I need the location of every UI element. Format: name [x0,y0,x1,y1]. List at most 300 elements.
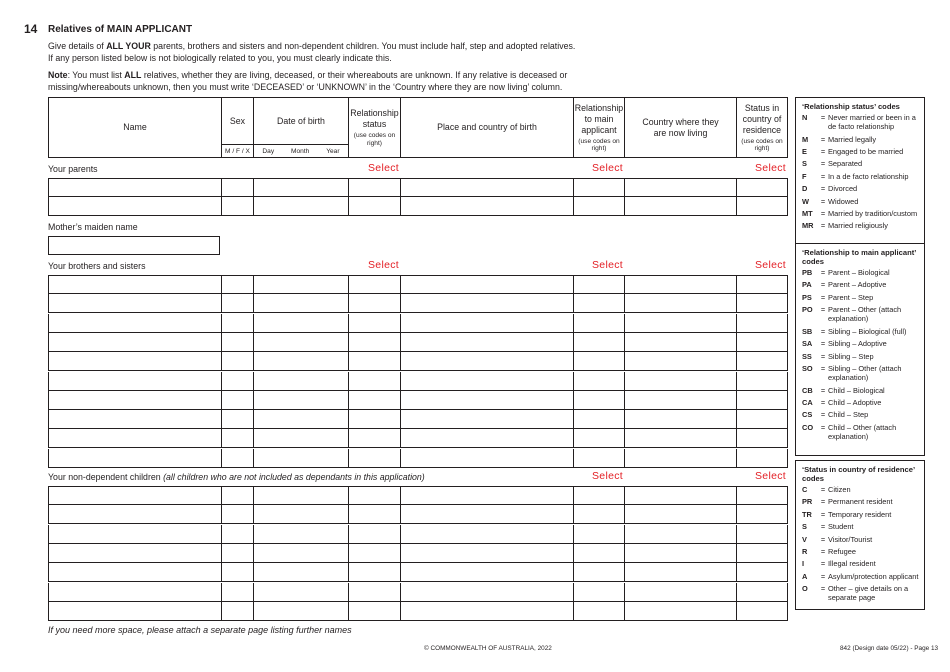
siblings-name-cell[interactable] [48,372,221,391]
legend-equals: = [820,397,826,407]
siblings-residence-status-cell[interactable] [736,352,788,371]
children-residence-status-cell[interactable] [736,544,788,563]
parents-relationship-status-cell[interactable] [348,178,400,197]
siblings-relationship-status-cell[interactable] [348,352,400,371]
select-siblings-relationship-main[interactable]: Select [592,259,623,271]
legend-code: S [802,159,807,169]
siblings-place-of-birth-cell[interactable] [400,410,573,429]
legend-description: Child – Step [828,410,869,420]
legend-code: CO [802,422,814,432]
legend-equals: = [820,559,826,569]
legend-equals: = [820,485,826,494]
children-dob-cell[interactable] [253,563,348,582]
siblings-sex-cell[interactable] [221,333,253,352]
legend-code: S [802,522,807,532]
legend-description: Student [828,522,854,532]
siblings-country-living-cell[interactable] [624,314,736,333]
siblings-dob-cell[interactable] [253,352,348,371]
siblings-dob-cell[interactable] [253,429,348,448]
table-row [48,486,788,505]
legend-code-row [802,113,920,131]
legend-code: N [802,113,808,122]
legend-equals: = [820,497,826,507]
siblings-relationship-status-cell[interactable] [348,449,400,468]
legend-relationship-status [795,97,925,244]
children-sex-cell[interactable] [221,525,253,544]
table-row [48,525,788,544]
legend-description: Widowed [828,196,859,206]
siblings-residence-status-cell[interactable] [736,333,788,352]
children-sex-cell[interactable] [221,486,253,505]
legend-code: E [802,146,807,156]
question-number: 14 [24,22,38,36]
children-place-of-birth-cell[interactable] [400,544,573,563]
legend-code: MR [802,221,814,231]
select-children-relationship-main[interactable]: Select [592,470,623,482]
legend-code-row [802,280,920,289]
children-dob-cell[interactable] [253,505,348,524]
legend-code: SA [802,339,813,349]
children-sex-cell[interactable] [221,563,253,582]
legend-description: In a de facto relationship [828,171,909,181]
legend-relationship-main-title: ‘Relationship to main applicant’ codes [802,248,916,266]
legend-description: Child – Other (attach explanation) [828,422,897,441]
children-country-living-cell[interactable] [624,583,736,602]
siblings-relationship-status-cell[interactable] [348,410,400,429]
children-name-cell[interactable] [48,602,221,621]
siblings-country-living-cell[interactable] [624,410,736,429]
children-relationship-status-cell[interactable] [348,602,400,621]
children-country-living-cell[interactable] [624,563,736,582]
siblings-relationship-main-cell[interactable] [573,294,624,313]
header-name: Name [48,97,222,158]
header-dob-sub [253,144,349,158]
siblings-relationship-status-cell[interactable] [348,333,400,352]
legend-description: Asylum/protection applicant [828,571,919,581]
children-place-of-birth-cell[interactable] [400,563,573,582]
legend-relationship-status-title: ‘Relationship status’ codes [802,102,900,111]
siblings-relationship-status-cell[interactable] [348,275,400,294]
legend-equals: = [820,410,826,420]
children-name-cell[interactable] [48,544,221,563]
children-relationship-status-cell[interactable] [348,486,400,505]
children-name-cell[interactable] [48,505,221,524]
legend-code-row [802,159,920,168]
copyright: © COMMONWEALTH OF AUSTRALIA, 2022 [424,645,552,652]
parents-dob-cell[interactable] [253,178,348,197]
siblings-name-cell[interactable] [48,449,221,468]
parents-dob-cell[interactable] [253,197,348,216]
children-place-of-birth-cell[interactable] [400,525,573,544]
legend-equals: = [820,113,826,122]
children-place-of-birth-cell[interactable] [400,505,573,524]
siblings-name-cell[interactable] [48,352,221,371]
legend-code-row [802,352,920,361]
legend-equals: = [820,522,826,532]
legend-code: D [802,184,808,194]
children-name-cell[interactable] [48,583,221,602]
table-row [48,333,788,352]
legend-description: Sibling – Other (attach explanation) [828,363,902,383]
select-parents-relationship-main[interactable]: Select [592,162,623,174]
header-dob-year: Year [326,147,340,155]
children-residence-status-cell[interactable] [736,583,788,602]
siblings-relationship-main-cell[interactable] [573,314,624,333]
children-country-living-cell[interactable] [624,602,736,621]
legend-description: Engaged to be married [828,146,904,156]
parents-relationship-status-cell[interactable] [348,197,400,216]
siblings-residence-status-cell[interactable] [736,275,788,294]
legend-description: Visitor/Tourist [828,534,873,544]
legend-code-row [802,293,920,302]
siblings-dob-cell[interactable] [253,372,348,391]
header-relationship-main: Relationship to main applicant (use codes on right) [573,97,625,158]
children-relationship-status-cell[interactable] [348,583,400,602]
legend-description: Permanent resident [828,497,893,507]
siblings-sex-cell[interactable] [221,410,253,429]
legend-code-row [802,364,920,382]
legend-code-row [802,423,920,441]
siblings-name-cell[interactable] [48,314,221,333]
siblings-sex-cell[interactable] [221,429,253,448]
children-place-of-birth-cell[interactable] [400,583,573,602]
legend-equals: = [820,571,826,581]
note-line-2: missing/whereabouts unknown, then you must write ‘DECEASED’ or ‘UNKNOWN’ in the ‘Country where they are now living’ column. [48,82,563,92]
legend-description: Other – give details on a separate page [828,584,909,603]
parents-country-living-cell[interactable] [624,178,736,197]
siblings-sex-cell[interactable] [221,275,253,294]
mothers-maiden-name-field[interactable] [48,236,220,255]
siblings-relationship-status-cell[interactable] [348,372,400,391]
siblings-residence-status-cell[interactable] [736,314,788,333]
parents-country-living-cell[interactable] [624,197,736,216]
children-residence-status-cell[interactable] [736,505,788,524]
parents-place-of-birth-cell[interactable] [400,178,573,197]
parents-sex-cell[interactable] [221,178,253,197]
children-relationship-main-cell[interactable] [573,602,624,621]
children-sex-cell[interactable] [221,602,253,621]
legend-code: CB [802,385,813,395]
table-row [48,449,788,468]
legend-equals: = [820,208,826,218]
siblings-relationship-main-cell[interactable] [573,275,624,294]
children-country-living-cell[interactable] [624,486,736,505]
legend-description: Parent – Biological [828,268,890,277]
siblings-country-living-cell[interactable] [624,333,736,352]
legend-description: Separated [828,159,863,169]
siblings-relationship-status-cell[interactable] [348,429,400,448]
siblings-residence-status-cell[interactable] [736,372,788,391]
legend-equals: = [820,134,826,144]
siblings-place-of-birth-cell[interactable] [400,352,573,371]
parents-residence-status-cell[interactable] [736,178,788,197]
legend-equals: = [820,196,826,206]
children-dob-cell[interactable] [253,544,348,563]
siblings-residence-status-cell[interactable] [736,429,788,448]
siblings-relationship-main-cell[interactable] [573,410,624,429]
more-space-note: If you need more space, please attach a separate page listing further names [48,625,352,635]
legend-description: Sibling – Adoptive [828,339,887,349]
siblings-residence-status-cell[interactable] [736,391,788,410]
children-sex-cell[interactable] [221,505,253,524]
siblings-place-of-birth-cell[interactable] [400,429,573,448]
legend-equals: = [820,351,826,361]
siblings-place-of-birth-cell[interactable] [400,314,573,333]
legend-description: Parent – Adoptive [828,280,887,290]
siblings-sex-cell[interactable] [221,352,253,371]
table-row [48,178,788,197]
mothers-maiden-name-label: Mother’s maiden name [48,222,138,232]
legend-code-row [802,147,920,156]
siblings-residence-status-cell[interactable] [736,410,788,429]
legend-code: R [802,546,808,556]
table-row [48,602,788,621]
legend-code: PS [802,292,812,302]
siblings-relationship-status-cell[interactable] [348,314,400,333]
legend-code: M [802,134,809,144]
siblings-name-cell[interactable] [48,429,221,448]
siblings-sex-cell[interactable] [221,372,253,391]
header-sex-sub: M / F / X [221,144,254,158]
legend-code-row [802,268,920,277]
legend-description: Child – Biological [828,385,885,395]
children-sex-cell[interactable] [221,583,253,602]
legend-code: W [802,196,809,206]
children-name-cell[interactable] [48,486,221,505]
siblings-residence-status-cell[interactable] [736,449,788,468]
parents-relationship-main-cell[interactable] [573,178,624,197]
siblings-country-living-cell[interactable] [624,449,736,468]
siblings-name-cell[interactable] [48,333,221,352]
children-relationship-status-cell[interactable] [348,505,400,524]
children-country-living-cell[interactable] [624,505,736,524]
parents-name-cell[interactable] [48,178,221,197]
siblings-dob-cell[interactable] [253,391,348,410]
siblings-dob-cell[interactable] [253,314,348,333]
legend-code: V [802,534,807,544]
siblings-relationship-main-cell[interactable] [573,372,624,391]
siblings-dob-cell[interactable] [253,449,348,468]
header-country-living: Country where they are now living [624,97,737,158]
select-children-residence-status[interactable]: Select [755,470,786,482]
children-relationship-main-cell[interactable] [573,505,624,524]
select-parents-residence-status[interactable]: Select [755,162,786,174]
children-country-living-cell[interactable] [624,544,736,563]
children-residence-status-cell[interactable] [736,486,788,505]
table-row [48,372,788,391]
parents-place-of-birth-cell[interactable] [400,197,573,216]
children-place-of-birth-cell[interactable] [400,486,573,505]
siblings-residence-status-cell[interactable] [736,294,788,313]
siblings-name-cell[interactable] [48,275,221,294]
table-row [48,505,788,524]
siblings-country-living-cell[interactable] [624,372,736,391]
legend-code: PR [802,497,813,507]
siblings-relationship-main-cell[interactable] [573,391,624,410]
siblings-place-of-birth-cell[interactable] [400,391,573,410]
parents-residence-status-cell[interactable] [736,197,788,216]
parents-name-cell[interactable] [48,197,221,216]
siblings-country-living-cell[interactable] [624,391,736,410]
table-row [48,391,788,410]
children-country-living-cell[interactable] [624,525,736,544]
legend-description: Married religiously [828,221,888,231]
legend-code: TR [802,509,812,519]
siblings-name-cell[interactable] [48,410,221,429]
children-name-cell[interactable] [48,563,221,582]
children-dob-cell[interactable] [253,602,348,621]
children-relationship-main-cell[interactable] [573,563,624,582]
legend-code: CS [802,410,813,420]
legend-residence-status [795,460,925,610]
legend-code: SB [802,326,813,336]
siblings-relationship-status-cell[interactable] [348,391,400,410]
legend-code-row [802,559,920,568]
legend-equals: = [820,509,826,519]
siblings-dob-cell[interactable] [253,275,348,294]
legend-description: Child – Adoptive [828,397,882,407]
legend-code-row [802,305,920,323]
legend-equals: = [820,146,826,156]
select-parents-relationship-status[interactable]: Select [368,162,399,174]
legend-code: O [802,584,808,594]
legend-code-row [802,535,920,544]
siblings-name-cell[interactable] [48,294,221,313]
legend-code-row [802,221,920,230]
legend-code-row [802,327,920,336]
children-relationship-status-cell[interactable] [348,563,400,582]
legend-code-row [802,135,920,144]
siblings-dob-cell[interactable] [253,333,348,352]
table-row [48,583,788,602]
legend-code: C [802,485,808,494]
siblings-sex-cell[interactable] [221,314,253,333]
table-row [48,197,788,216]
children-dob-cell[interactable] [253,486,348,505]
siblings-name-cell[interactable] [48,391,221,410]
legend-code-row [802,386,920,395]
legend-equals: = [820,422,826,432]
siblings-sex-cell[interactable] [221,294,253,313]
children-sex-cell[interactable] [221,544,253,563]
header-sex: Sex [221,97,254,145]
parents-relationship-main-cell[interactable] [573,197,624,216]
header-relationship-status: Relationship status (use codes on right) [348,97,401,158]
children-residence-status-cell[interactable] [736,525,788,544]
children-relationship-main-cell[interactable] [573,544,624,563]
legend-code-row [802,184,920,193]
siblings-relationship-status-cell[interactable] [348,294,400,313]
siblings-place-of-birth-cell[interactable] [400,333,573,352]
siblings-country-living-cell[interactable] [624,275,736,294]
legend-equals: = [820,159,826,169]
legend-description: Married by tradition/custom [828,208,918,218]
children-relationship-status-cell[interactable] [348,525,400,544]
legend-description: Parent – Other (attach explanation) [828,305,902,324]
header-place-of-birth: Place and country of birth [400,97,574,158]
legend-equals: = [820,339,826,349]
siblings-relationship-main-cell[interactable] [573,449,624,468]
children-name-cell[interactable] [48,525,221,544]
children-relationship-main-cell[interactable] [573,525,624,544]
siblings-relationship-main-cell[interactable] [573,333,624,352]
legend-code-row [802,410,920,419]
siblings-sex-cell[interactable] [221,449,253,468]
legend-code: I [802,559,805,569]
legend-description: Never married or been in a de facto relationship [828,113,916,132]
legend-code-row [802,572,920,581]
legend-equals: = [820,292,826,302]
children-relationship-main-cell[interactable] [573,583,624,602]
section-siblings-label: Your brothers and sisters [48,261,146,271]
legend-description: Citizen [828,485,851,494]
header-residence-status: Status in country of residence (use codes on right) [736,97,788,158]
legend-code: PB [802,268,813,277]
siblings-country-living-cell[interactable] [624,429,736,448]
siblings-relationship-main-cell[interactable] [573,352,624,371]
children-residence-status-cell[interactable] [736,602,788,621]
children-dob-cell[interactable] [253,525,348,544]
header-dob-month: Month [291,147,310,155]
intro-line-1: Give details of ALL YOUR parents, brothers and sisters and non-dependent children. You must include half, step and adopted relatives. [48,41,576,51]
select-siblings-residence-status[interactable]: Select [755,259,786,271]
legend-code-row [802,510,920,519]
legend-description: Parent – Step [828,292,874,302]
siblings-sex-cell[interactable] [221,391,253,410]
siblings-place-of-birth-cell[interactable] [400,449,573,468]
table-row [48,352,788,371]
siblings-relationship-main-cell[interactable] [573,429,624,448]
legend-code-row [802,172,920,181]
legend-code-row [802,339,920,348]
children-place-of-birth-cell[interactable] [400,602,573,621]
legend-equals: = [820,184,826,194]
legend-equals: = [820,305,826,315]
legend-equals: = [820,584,826,594]
legend-description: Refugee [828,546,856,556]
legend-code: A [802,571,808,581]
select-siblings-relationship-status[interactable]: Select [368,259,399,271]
children-residence-status-cell[interactable] [736,563,788,582]
children-relationship-status-cell[interactable] [348,544,400,563]
page-number: 842 (Design date 05/22) - Page 13 [840,645,939,652]
siblings-place-of-birth-cell[interactable] [400,294,573,313]
children-relationship-main-cell[interactable] [573,486,624,505]
siblings-place-of-birth-cell[interactable] [400,275,573,294]
legend-equals: = [820,280,826,290]
legend-equals: = [820,221,826,231]
legend-equals: = [820,385,826,395]
siblings-country-living-cell[interactable] [624,352,736,371]
legend-residence-status-title: ‘Status in country of residence’ codes [802,465,915,483]
table-row [48,294,788,313]
legend-description: Temporary resident [828,509,892,519]
siblings-dob-cell[interactable] [253,294,348,313]
note-line-1: Note: You must list ALL relatives, whether they are living, deceased, or their whereabouts are unknown. If any relative is deceased or [48,70,568,80]
parents-sex-cell[interactable] [221,197,253,216]
siblings-dob-cell[interactable] [253,410,348,429]
children-dob-cell[interactable] [253,583,348,602]
legend-code-row [802,398,920,407]
siblings-place-of-birth-cell[interactable] [400,372,573,391]
table-row [48,544,788,563]
table-row [48,563,788,582]
legend-code: SO [802,363,813,373]
legend-description: Sibling – Step [828,351,874,361]
intro-line-2: If any person listed below is not biologically related to you, you must clearly indicate this. [48,53,392,63]
siblings-country-living-cell[interactable] [624,294,736,313]
legend-equals: = [820,171,826,181]
